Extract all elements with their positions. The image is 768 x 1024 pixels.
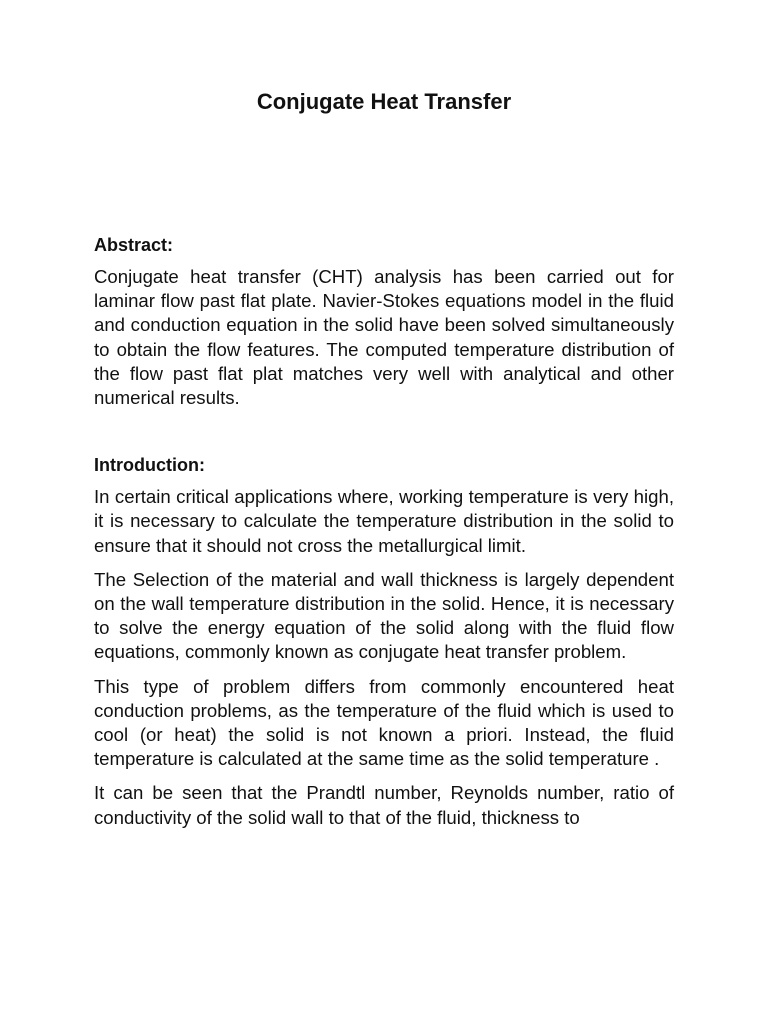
introduction-paragraph-2: The Selection of the material and wall thickness is largely dependent on the wall temperature distribution in the solid. Hence, it is necessary to solve the energy equation of the solid along with the fluid flow equations, commonly known as conjugate heat transfer problem. <box>94 568 674 663</box>
document-title: Conjugate Heat Transfer <box>256 89 512 114</box>
introduction-heading: Introduction: <box>94 455 205 476</box>
introduction-section <box>94 453 674 830</box>
introduction-paragraph-4: It can be seen that the Prandtl number, Reynolds number, ratio of conductivity of the solid wall to that of the fluid, thickness to <box>94 782 674 828</box>
abstract-paragraph: Conjugate heat transfer (CHT) analysis has been carried out for laminar flow past flat plate. Navier-Stokes equations model in the fluid and conduction equation in the solid have been solved simultaneously to obtain the flow features. The computed temperature distribution of the flow past flat plat matches very well with analytical and other numerical results. <box>94 266 674 409</box>
abstract-section <box>94 233 674 410</box>
introduction-paragraph-1: In certain critical applications where, working temperature is very high, it is necessary to calculate the temperature distribution in the solid to ensure that it should not cross the metallurgical limit. <box>94 486 674 556</box>
abstract-heading: Abstract: <box>94 235 174 255</box>
introduction-paragraph-3: This type of problem differs from commonly encountered heat conduction problems, as the temperature of the fluid which is used to cool (or heat) the solid is not known a priori. Instead, the fluid temperature is calculated at the same time as the solid temperature . <box>94 675 674 770</box>
